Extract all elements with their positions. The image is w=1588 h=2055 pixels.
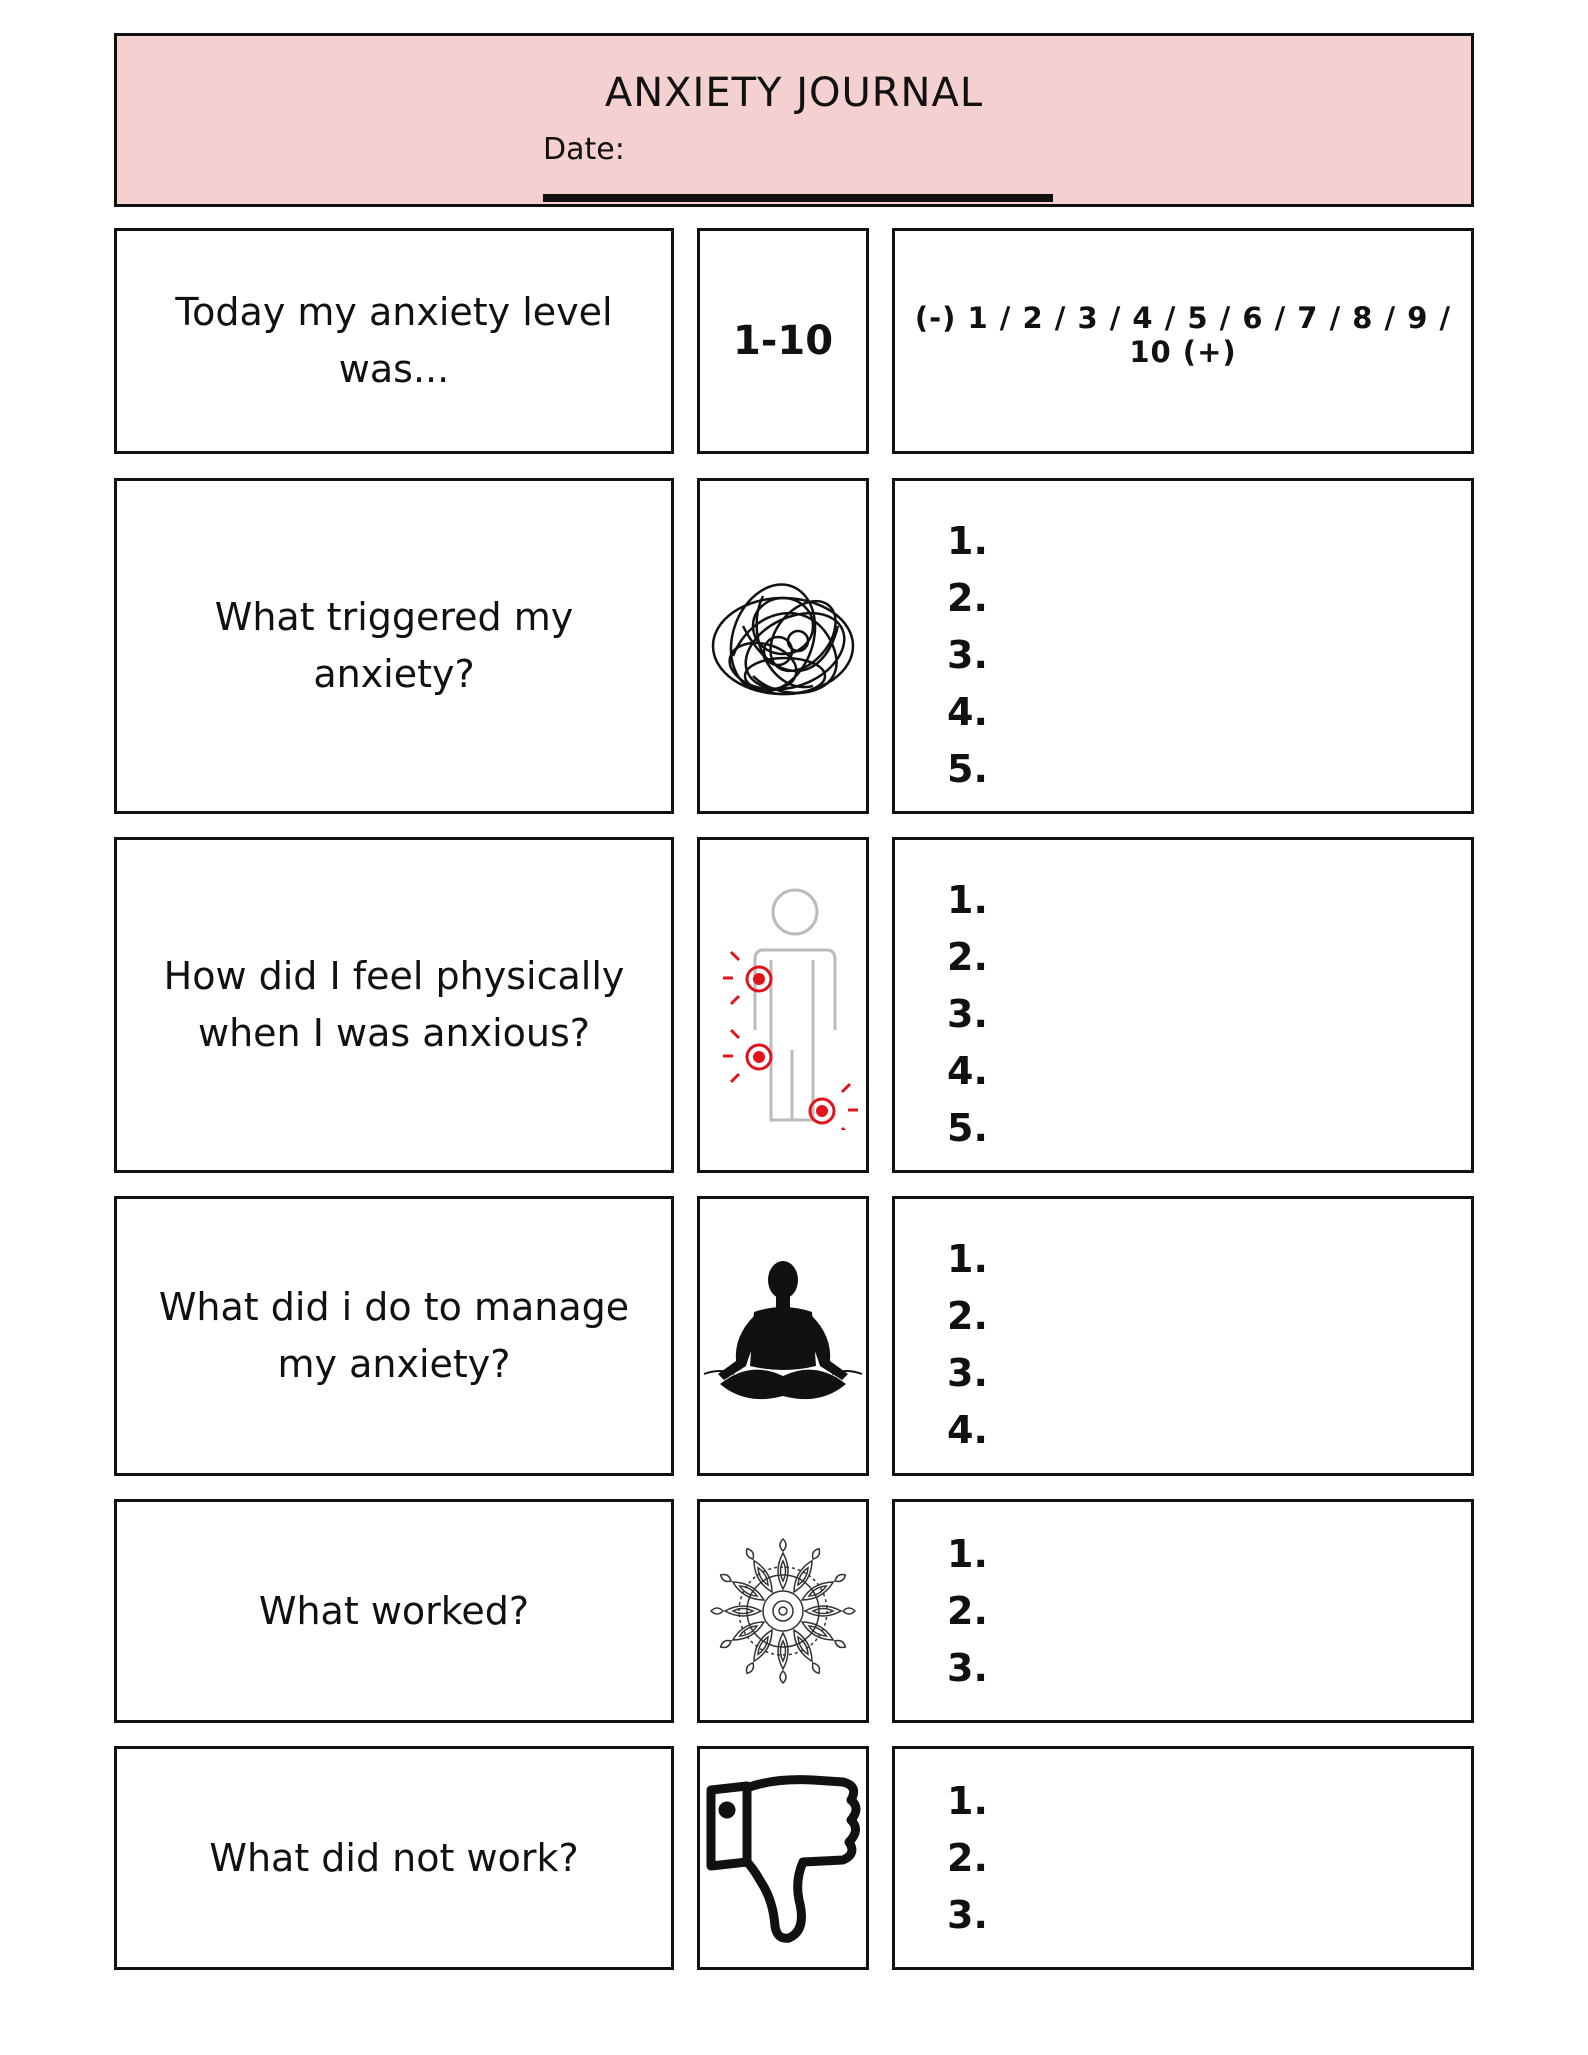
list-item: 2. — [947, 1294, 988, 1338]
mandala-icon — [708, 1536, 858, 1686]
answer-list — [947, 513, 988, 798]
answer-list — [947, 1526, 988, 1697]
list-item: 3. — [947, 633, 988, 677]
worked-question — [114, 1499, 674, 1723]
tangled-scribble-icon — [703, 566, 863, 726]
list-item: 1. — [947, 1779, 988, 1823]
list-item: 3. — [947, 1646, 988, 1690]
list-item: 1. — [947, 878, 988, 922]
anxiety-scale[interactable] — [892, 228, 1474, 454]
trigger-question — [114, 478, 674, 814]
icon-cell — [697, 1499, 869, 1723]
question-text: What did not work? — [209, 1835, 579, 1880]
date-field[interactable] — [543, 194, 1053, 202]
list-item: 2. — [947, 935, 988, 979]
trigger-answers[interactable] — [892, 478, 1474, 814]
list-item: 5. — [947, 747, 988, 791]
body-pain-points-icon — [703, 880, 863, 1130]
list-item: 4. — [947, 1408, 988, 1452]
range-cell — [697, 228, 869, 454]
date-label: Date: — [543, 132, 625, 167]
list-item: 1. — [947, 1532, 988, 1576]
list-item: 2. — [947, 1589, 988, 1633]
journal-title: ANXIETY JOURNAL — [604, 70, 984, 116]
icon-cell — [697, 837, 869, 1173]
anxiety-level-question — [114, 228, 674, 454]
scale-text: (-) 1 / 2 / 3 / 4 / 5 / 6 / 7 / 8 / 9 / 10 (+) — [914, 301, 1452, 369]
list-item: 4. — [947, 690, 988, 734]
list-item: 3. — [947, 992, 988, 1036]
journal-header — [114, 33, 1474, 207]
icon-cell — [697, 478, 869, 814]
physical-answers[interactable] — [892, 837, 1474, 1173]
meditation-icon — [700, 1256, 866, 1416]
list-item: 1. — [947, 1237, 988, 1281]
question-text: What worked? — [258, 1588, 530, 1633]
list-item: 2. — [947, 1836, 988, 1880]
list-item: 2. — [947, 576, 988, 620]
icon-cell — [697, 1746, 869, 1970]
manage-answers[interactable] — [892, 1196, 1474, 1476]
worked-answers[interactable] — [892, 1499, 1474, 1723]
list-item: 3. — [947, 1893, 988, 1937]
range-label: 1-10 — [732, 318, 834, 364]
list-item: 5. — [947, 1106, 988, 1150]
physical-question — [114, 837, 674, 1173]
not-worked-answers[interactable] — [892, 1746, 1474, 1970]
question-text: What triggered my anxiety? — [214, 595, 574, 696]
question-text: What did i do to manage my anxiety? — [158, 1285, 630, 1386]
list-item: 3. — [947, 1351, 988, 1395]
question-text: Today my anxiety level was... — [175, 290, 613, 391]
answer-list — [947, 1773, 988, 1944]
manage-question — [114, 1196, 674, 1476]
answer-list — [947, 1231, 988, 1459]
not-worked-question — [114, 1746, 674, 1970]
icon-cell — [697, 1196, 869, 1476]
list-item: 1. — [947, 519, 988, 563]
list-item: 4. — [947, 1049, 988, 1093]
question-text: How did I feel physically when I was anxious? — [163, 954, 625, 1055]
answer-list — [947, 872, 988, 1157]
thumbs-down-icon — [703, 1770, 863, 1946]
